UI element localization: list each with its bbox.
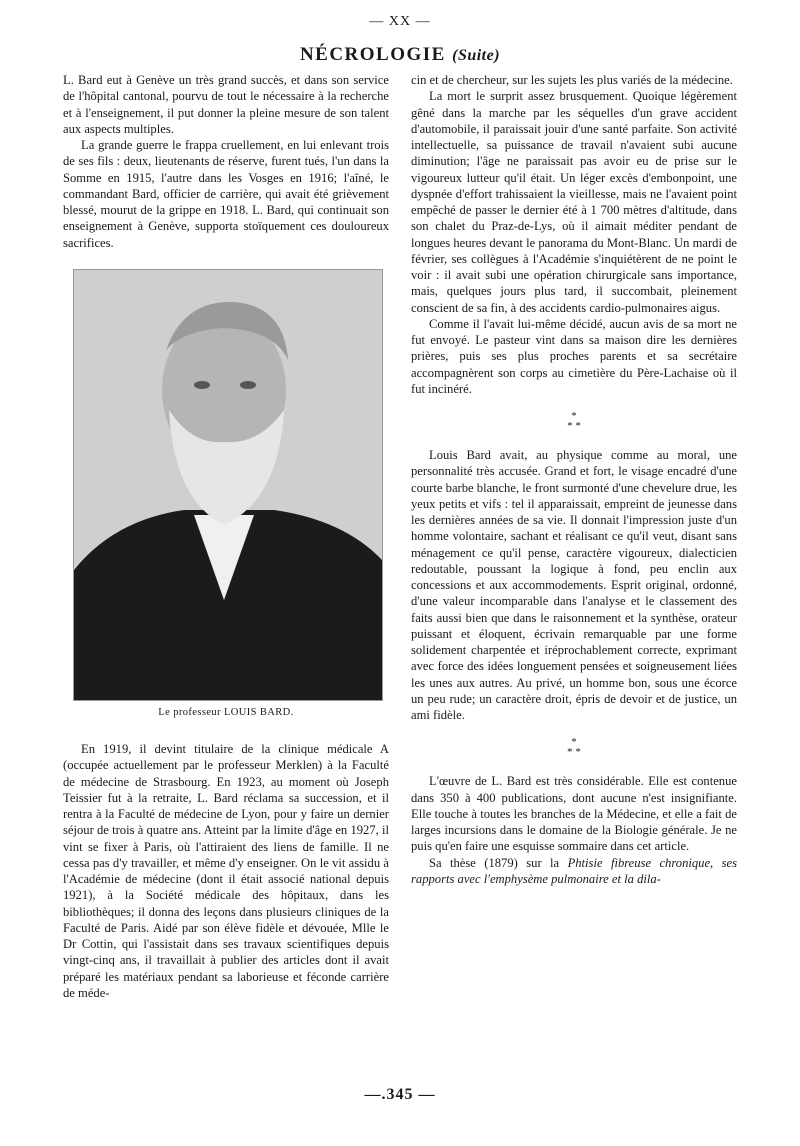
portrait-photo xyxy=(73,269,383,701)
portrait-illustration xyxy=(74,270,382,700)
title-text: NÉCROLOGIE xyxy=(299,44,446,65)
thesis-title: Phtisie fibreuse chronique, ses rapports avec l'emphysème pulmonaire et la dila- xyxy=(411,855,737,886)
right-paragraph-4: Louis Bard avait, au physique comme au moral, une personnalité très accusée. Grand et fort, le visage encadré d'une courte barbe blanche, le front surmonté d'une chevelure drue, les yeux petits et vifs : tel il apparaissait, empreint de jeunesse dans les dernières années de sa vie. Il donnait l'impression juste d'un homme volontaire, sachant et réalisant ce qu'il veut, disant sans ménagement ce qu'il pense, caractère vigoureux, dialecticien redoutable, poussant la logique à fond, peu enclin aux concessions et aux accommodements. Esprit original, ordonné, d'une valeur incomparable dans l'analyse et le classement des faits aussi bien que dans le raisonnement et la synthèse, orateur puissant et éloquent, écrivain remarquable par une forme solidement charpentée et iréprochablement correcte, exprimant avec force des idées longuement pensées et soigneusement liées les unes aux autres. Au privé, un homme bon, sous une écorce un peu rude; un caractère droit, épris de devoir et de justice, un ami fidèle. xyxy=(411,448,737,722)
asterism-divider-1 xyxy=(411,411,737,431)
right-paragraph-2: La mort le surprit assez brusquement. Quoique légèrement gêné dans la marche par les séquelles d'un grave accident d'automobile, il paraissait jouir d'une santé parfaite. Son activité intellectuelle, sa puissance de travail n'avaient subi aucune diminution; l'âge ne paraissait pas avoir eu de prise sur le vigoureux lutteur qu'il était. Un léger excès d'embonpoint, une dyspnée d'effort trahissaient la vieillesse, mais ne l'avaient point empêché de passer le dernier été à 1 700 mètres d'altitude, dans son chalet du Praz-de-Lys, où il aimait méditer pendant de longues heures devant le panorama du Mont-Blanc. Un mardi de février, ses collègues à l'Académie s'inquiétèrent de ne point le voir : il avait subi une opération chirurgicale sans importance, mais, quelques jours plus tard, il succombait, pleinement conscient de sa fin, à des accidents cardio-pulmonaires aigus. xyxy=(411,89,737,315)
right-eye-shape xyxy=(240,381,256,389)
asterism-top: * xyxy=(571,736,577,749)
right-paragraph-1: cin et de chercheur, sur les sujets les plus variés de la médecine. xyxy=(411,73,733,87)
title-suffix: (Suite) xyxy=(452,47,501,64)
asterism-top: * xyxy=(571,410,577,422)
thesis-intro: Sa thèse (1879) sur la xyxy=(429,855,568,870)
page-number-top: — XX — xyxy=(369,14,431,29)
left-paragraph-3: En 1919, il devint titulaire de la clinique médicale A (occupée actuellement par le professeur Merklen) à la Faculté de médecine de Strasbourg. En 1923, au moment où Joseph Teissier fut à la retraite, L. Bard réclama sa succession, et il rentra à la Faculté de médecine de Lyon, pour y faire un dernier séjour de trois à quatre ans. Atteint par la limite d'âge en 1927, il vint se fixer à Paris, où l'attiraient des liens de famille. Il ne cessa pas d'y travailler, et même d'y enseigner. On le vit assidu à l'Académie de médecine (dont il était associé national depuis 1921), à la Société médicale des hôpitaux, dans les bibliothèques; il donna des leçons dans plusieurs cliniques de la Faculté de Paris. Aidé par son élève fidèle et dévouée, Mlle le Dr Cottin, qui l'assistait dans ses travaux scientifiques depuis vingt-cinq ans, il travaillait à publier des articles dont il avait préparé les matériaux pendant sa laborieuse et féconde carrière de méde- xyxy=(63,742,389,1000)
left-column xyxy=(63,72,389,1001)
left-paragraph-1: L. Bard eut à Genève un très grand succès, et dans son service de l'hôpital cantonal, pourvu de tout le nécessaire à la recherche et à l'enseignement, il put donner la pleine mesure de son talent aux aspects multiples. xyxy=(63,73,389,136)
asterism-divider-2 xyxy=(411,737,737,757)
photo-caption: Le professeur LOUIS BARD. xyxy=(158,706,294,718)
left-paragraph-2: La grande guerre le frappa cruellement, en lui enlevant trois de ses fils : deux, lieutenants de réserve, furent tués, l'un dans la Somme en 1915, l'autre dans les Vosges en 1916; l'aîné, le commandant Bard, officier de carrière, qui avait été grièvement blessé, mourut de la grippe en 1918. L. Bard, qui continuait son enseignement à Genève, supporta stoïquement ces douloureux sacrifices. xyxy=(63,138,389,250)
right-paragraph-6 xyxy=(411,855,737,888)
right-paragraph-5: L'œuvre de L. Bard est très considérable. Elle est contenue dans 350 à 400 publications, dont aucune n'est insignifiante. Elle touche à toutes les branches de la Médecine, et elle a fait de larges incursions dans le domaine de la Biologie générale. Je ne puis qu'en faire une esquisse sommaire dans cet article. xyxy=(411,774,737,854)
right-paragraph-3: Comme il l'avait lui-même décidé, aucun avis de sa mort ne fut envoyé. Le pasteur vint dans sa maison dire les dernières prières, puis ses plus proches parents et sa secrétaire accompagnèrent son corps au cimetière du Père-Lachaise où il fut incinéré. xyxy=(411,316,737,396)
page-title xyxy=(0,44,800,66)
asterism-bottom: * * xyxy=(567,420,581,432)
right-column xyxy=(411,72,737,887)
asterism-bottom: * * xyxy=(567,746,581,759)
page-number-bottom: —.345 — xyxy=(364,1086,436,1103)
left-eye-shape xyxy=(194,381,210,389)
